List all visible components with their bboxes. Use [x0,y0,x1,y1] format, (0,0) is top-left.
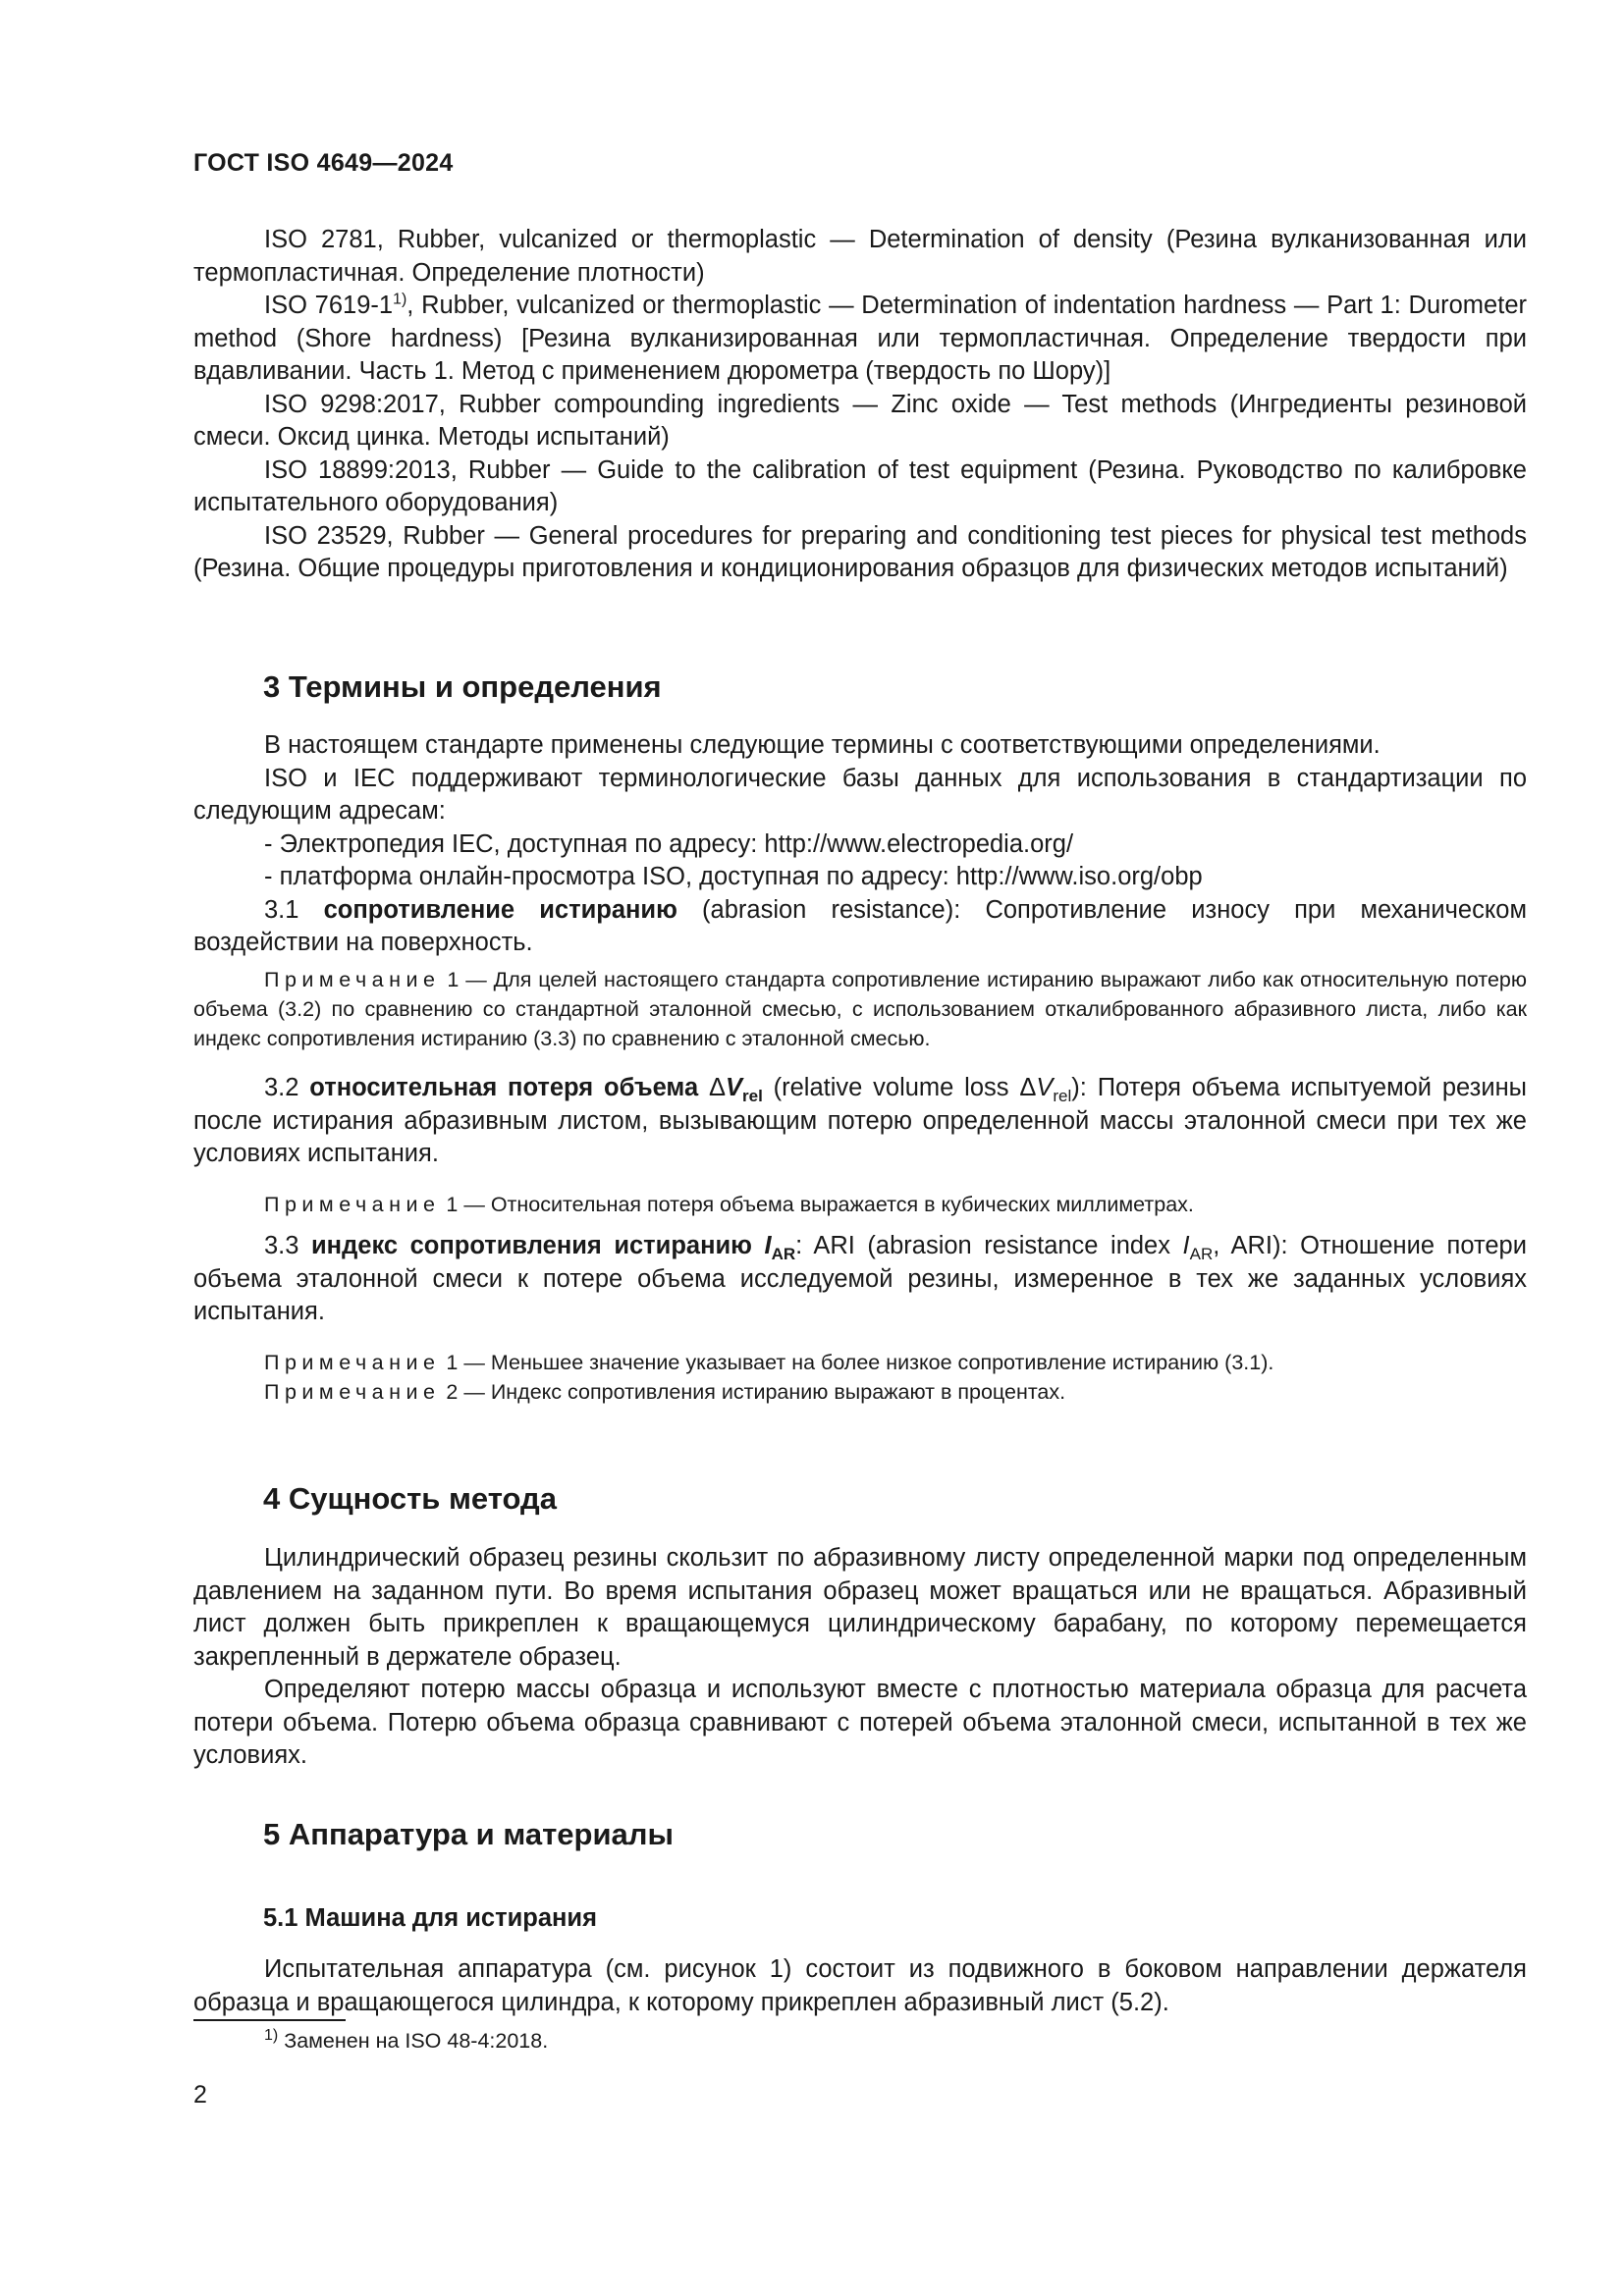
list-item: - платформа онлайн-просмотра ISO, доступная по адресу: http://www.iso.org/obp [264,863,1203,890]
footnote-text: Заменен на ISO 48-4:2018. [278,2029,549,2053]
subsection-heading: 5.1 Машина для истирания [263,1904,597,1932]
section-4-body [193,1542,1527,1773]
section-heading: 4 Сущность метода [263,1481,557,1516]
paragraph: В настоящем стандарте применены следующие термины с соответствующими определениями. [264,731,1380,759]
reference-title: Rubber — Guide to the calibration of test equipment (Резина. Руководство по калибровке испытательного оборудования) [193,455,1527,516]
reference-item [193,454,1527,520]
term-definition: 3.3 индекс сопротивления истиранию $I_{AR}$: ARI (abrasion resistance index $I_{AR}$, ARI): Отношение потери объема эталонной смеси к потере объема исследуемой резины, измеренное в тех же заданных условиях испытания. [193,1232,1527,1325]
reference-item: ISO 7619-1$^{1)}$, Rubber, vulcanized or thermoplastic — Determination of indentation hardness — Part 1: Durometer method (Shore hardness) [Резина вулканизированная или термопластичная. Определение твердости при вдавливании. Часть 1. Метод с применением дюрометра (твердость по Шору)] [193,291,1527,385]
section-heading: 3 Термины и определения [263,669,662,704]
reference-code: ISO 23529, [264,521,394,550]
note-label: Примечание [264,1193,441,1216]
document-header: ГОСТ ISO 4649—2024 [193,149,454,177]
reference-title: Rubber, vulcanized or thermoplastic — Determination of density (Резина вулканизованная или термопластичная. Определение плотности) [193,226,1527,287]
list-item: - Электропедия IEC, доступная по адресу: http://www.electropedia.org/ [264,829,1074,858]
reference-code: ISO 2781, [264,226,384,253]
section-heading: 5 Аппаратура и материалы [263,1817,674,1851]
term: относительная потеря объема [309,1074,709,1101]
paragraph: ISO и IEC поддерживают терминологические базы данных для использования в стандартизации по следующим адресам: [193,764,1527,825]
references-list [193,224,1527,586]
note-label: Примечание [264,968,441,991]
term-definition: 3.1 сопротивление истиранию (abrasion resistance): Сопротивление износу при механическом воздействии на поверхность. [193,895,1527,956]
term-definition: 3.2 относительная потеря объема $\Delta V_{rel}$ (relative volume loss $\Delta V_{rel}$): Потеря объема испытуемой резины после истирания абразивным листом, вызывающим потерю определенной массы эталонной смеси при тех же условиях испытания. [193,1074,1527,1167]
term: индекс сопротивления истиранию [311,1232,765,1259]
note-text: 1 — Для целей настоящего стандарта сопротивление истиранию выражают либо как относительную потерю объема (3.2) по сравнению со стандартной эталонной смесью, с использованием откалиброванного абразивного листа, либо как индекс сопротивления истиранию (3.3) по сравнению с эталонной смесью. [193,968,1527,1050]
footnote [264,2026,549,2054]
footnote-marker: 1) [393,291,407,308]
note-text: 1 — Меньшее значение указывает на более низкое сопротивление истиранию (3.1). [440,1351,1274,1374]
reference-item [193,520,1527,586]
page-number: 2 [193,2081,207,2109]
note [193,1190,1527,1219]
reference-title: Rubber, vulcanized or thermoplastic — Determination of indentation hardness — Part 1: Durometer method (Shore hardness) [Резина вулканизированная или термопластичная. Определение твердости при вдавливании. Часть 1. Метод с применением дюрометра (твердость по Шору)] [193,292,1527,385]
note-text: 1 — Относительная потеря объема выражается в кубических миллиметрах. [440,1193,1194,1216]
footnote-marker: 1) [264,2026,279,2044]
paragraph: Испытательная аппаратура (см. рисунок 1) состоит из подвижного в боковом направлении держателя образца и вращающегося цилиндра, к которому прикреплен абразивный лист (5.2). [193,1955,1527,2016]
paragraph: Цилиндрический образец резины скользит по абразивному листу определенной марки под определенным давлением на заданном пути. Во время испытания образец может вращаться или не вращаться. Абразивный лист должен быть прикреплен к вращающемуся цилиндрическому барабану, по которому перемещается закрепленный в держателе образец. [193,1544,1527,1671]
note-text: 2 — Индекс сопротивления истиранию выражают в процентах. [440,1380,1066,1404]
reference-code: ISO 18899:2013, [264,455,458,484]
note [193,965,1527,1053]
reference-title: Rubber compounding ingredients — Zinc oxide — Test methods (Ингредиенты резиновой смеси. Оксид цинка. Методы испытаний) [193,390,1527,451]
reference-title: Rubber — General procedures for preparing and conditioning test pieces for physical test methods (Резина. Общие процедуры приготовления и кондиционирования образцов для физических методов испытаний) [193,521,1527,582]
note-label: Примечание [264,1351,441,1374]
section-5-body [193,1953,1527,2019]
term: сопротивление истиранию [323,895,677,924]
footnote-divider [193,2019,346,2021]
note-label: Примечание [264,1380,441,1404]
note [193,1348,1527,1407]
paragraph: Определяют потерю массы образца и используют вместе с плотностью материала образца для расчета потери объема. Потерю объема образца сравнивают с потерей объема эталонной смеси, испытанной в тех же условиях. [193,1676,1527,1769]
reference-code: ISO 7619-1 [264,292,394,319]
reference-code: ISO 9298:2017, [264,390,446,418]
reference-item [193,224,1527,290]
reference-item [193,389,1527,454]
section-3-body [193,729,1527,960]
